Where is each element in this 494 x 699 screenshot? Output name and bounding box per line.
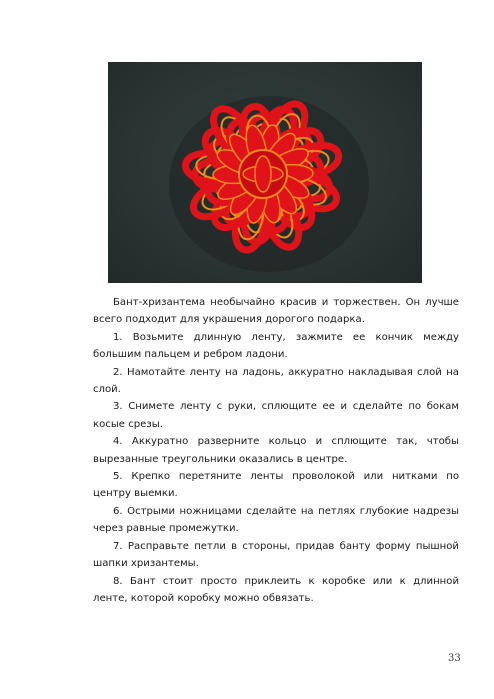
step-2-paragraph: 2. Намотайте ленту на ладонь, аккуратно накладывая слой на слой. — [93, 366, 459, 396]
page-number: 33 — [448, 653, 461, 664]
step-5-paragraph: 5. Крепко перетяните ленты проволокой или нитками по центру выемки. — [93, 471, 459, 500]
bow-illustration — [108, 62, 422, 283]
step-4-paragraph: 4. Аккуратно разверните кольцо и сплющите так, чтобы вырезанные треугольники оказались в центре. — [93, 436, 459, 465]
step-8-paragraph: 8. Бант стоит просто приклеить к коробке или к длинной ленте, которой коробку можно обвязать. — [93, 575, 459, 604]
step-3-paragraph: 3. Снимете ленту с руки, сплющите ее и сделайте по бокам косые срезы. — [93, 401, 459, 430]
instructions-text — [93, 294, 459, 607]
chrysanthemum-bow-photo — [108, 62, 422, 283]
step-1-paragraph: 1. Возьмите длинную ленту, зажмите ее кончик между большим пальцем и ребром ладони. — [93, 331, 459, 361]
step-6-paragraph: 6. Острыми ножницами сделайте на петлях глубокие надрезы через равные промежутки. — [93, 505, 459, 535]
intro-paragraph: Бант-хризантема необычайно красив и торжествен. Он лучше всего подходит для украшения дорогого подарка. — [93, 297, 459, 326]
step-7-paragraph: 7. Расправьте петли в стороны, придав банту форму пышной шапки хризантемы. — [93, 540, 459, 570]
